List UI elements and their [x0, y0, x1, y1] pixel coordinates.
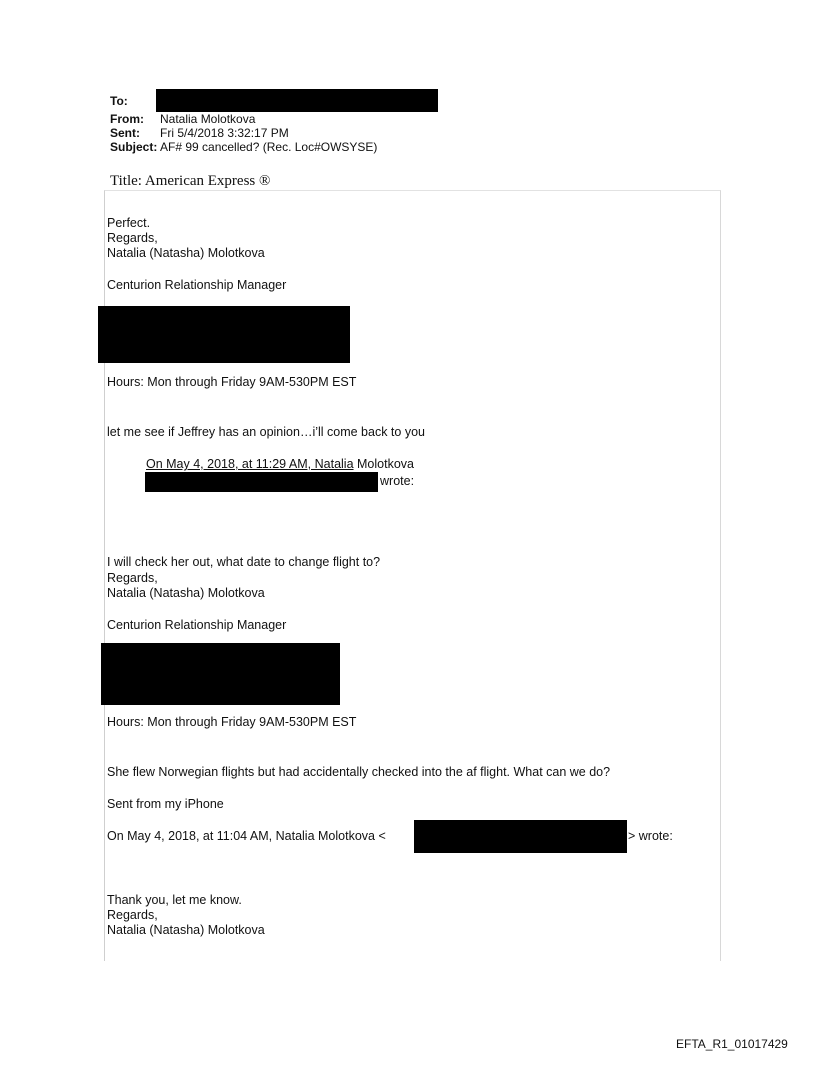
- quote-1-name: Molotkova: [353, 457, 414, 471]
- body-regards-2: Regards,: [107, 571, 158, 585]
- document-title: Title: American Express ®: [110, 173, 271, 189]
- body-name-2: Natalia (Natasha) Molotkova: [107, 586, 265, 600]
- body-regards-3: Regards,: [107, 908, 158, 922]
- redaction-quote-2-email: [414, 820, 627, 853]
- header-sent-value: Fri 5/4/2018 3:32:17 PM: [160, 126, 289, 140]
- quote-2-header: On May 4, 2018, at 11:04 AM, Natalia Molotkova <: [107, 829, 386, 843]
- quote-2-wrote: > wrote:: [628, 829, 673, 843]
- body-check: I will check her out, what date to change flight to?: [107, 555, 381, 569]
- quote-1-wrote: wrote:: [380, 474, 415, 488]
- body-role-1: Centurion Relationship Manager: [107, 278, 287, 292]
- body-iphone: Sent from my iPhone: [107, 797, 224, 811]
- header-from-label: From:: [110, 112, 144, 126]
- header-sent-label: Sent:: [110, 126, 140, 140]
- quote-1-header: [146, 457, 414, 471]
- header-from-value: Natalia Molotkova: [160, 112, 256, 126]
- header-subject-label: Subject:: [110, 140, 158, 154]
- footer-doc-id: EFTA_R1_01017429: [676, 1037, 788, 1051]
- body-norwegian: She flew Norwegian flights but had accidentally checked into the af flight. What can we do?: [107, 765, 611, 779]
- redaction-to: [156, 89, 438, 112]
- body-thanks: Thank you, let me know.: [107, 893, 242, 907]
- body-role-2: Centurion Relationship Manager: [107, 618, 287, 632]
- header-to-label: To:: [110, 94, 128, 108]
- body-perfect: Perfect.: [107, 216, 151, 230]
- body-name-1: Natalia (Natasha) Molotkova: [107, 246, 265, 260]
- body-hours-1: Hours: Mon through Friday 9AM-530PM EST: [107, 375, 357, 389]
- body-jeffrey: let me see if Jeffrey has an opinion…i’ll come back to you: [107, 425, 425, 439]
- body-regards-1: Regards,: [107, 231, 158, 245]
- body-hours-2: Hours: Mon through Friday 9AM-530PM EST: [107, 715, 357, 729]
- body-name-3: Natalia (Natasha) Molotkova: [107, 923, 265, 937]
- quote-1-link[interactable]: On May 4, 2018, at 11:29 AM, Natalia: [146, 457, 354, 471]
- header-subject-value: AF# 99 cancelled? (Rec. Loc#OWSYSE): [160, 140, 378, 154]
- redaction-signature-2: [101, 643, 340, 705]
- redaction-signature-1: [98, 306, 350, 363]
- redaction-quote-1-email: [145, 472, 378, 492]
